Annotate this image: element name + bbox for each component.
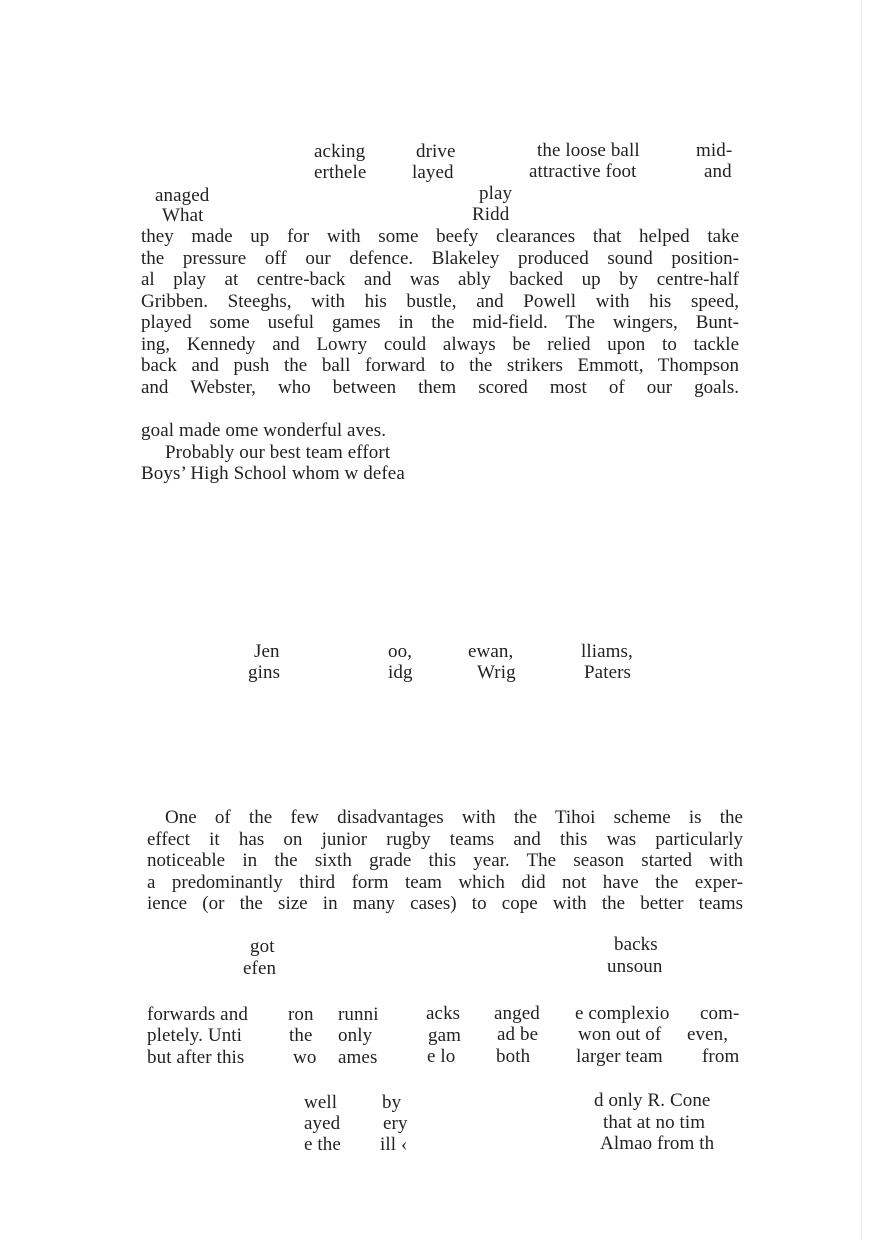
fragment-text: e the [304, 1134, 341, 1155]
paragraph-line: noticeable in the sixth grade this year. The season started with [147, 850, 743, 871]
paragraph-line: played some useful games in the mid-field. The wingers, Bunt- [141, 312, 739, 333]
fragment-text: goal made ome wonderful aves. [141, 420, 387, 441]
page-edge-divider [861, 0, 862, 1240]
table-cell: ad be [497, 1024, 539, 1045]
table-cell: gam [428, 1025, 462, 1046]
paragraph-line: ing, Kennedy and Lowry could always be relied upon to tackle [141, 333, 739, 355]
fragment-text: attractive foot [529, 161, 637, 182]
paragraph-line: the pressure off our defence. Blakeley produced sound position- [141, 247, 739, 269]
fragment-text: d only R. Cone [594, 1090, 711, 1111]
team-name-fragment: oo, [388, 641, 413, 662]
fragment-text: erthele [314, 162, 367, 183]
fragment-text: the loose ball [537, 140, 640, 161]
fragment-text: and [704, 161, 732, 182]
fragment-text: unsoun [607, 956, 663, 977]
body-paragraph [147, 807, 743, 915]
fragment-text: well [304, 1092, 338, 1113]
body-paragraph [141, 226, 739, 398]
table-cell: the [289, 1025, 313, 1046]
fragment-text: by [382, 1092, 402, 1113]
team-name-fragment: gins [248, 662, 281, 683]
table-cell: even, [687, 1024, 729, 1045]
table-cell: larger team [576, 1046, 663, 1067]
table-cell: pletely. Unti [147, 1025, 243, 1046]
team-name-fragment: idg [388, 662, 413, 683]
table-cell: anged [494, 1003, 540, 1024]
table-cell: forwards and [147, 1004, 248, 1025]
fragment-text: anaged [155, 185, 210, 206]
table-cell: from [702, 1046, 740, 1067]
table-cell: ames [338, 1047, 378, 1068]
team-name-fragment: Jen [254, 641, 280, 662]
paragraph-line: effect it has on junior rugby teams and this was particularly [147, 828, 743, 850]
fragment-text: ill ‹ [380, 1134, 408, 1155]
team-name-fragment: ewan, [468, 641, 514, 662]
table-cell: e complexio [575, 1003, 670, 1024]
paragraph-line: al play at centre-back and was ably backed up by centre-half [141, 269, 739, 290]
table-cell: won out of [578, 1024, 662, 1045]
table-cell: acks [426, 1003, 461, 1024]
table-cell: both [496, 1046, 531, 1067]
fragment-text: acking [314, 141, 366, 162]
fragment-text: Probably our best team effort [165, 442, 391, 463]
fragment-text: efen [243, 958, 277, 979]
fragment-text: Boys’ High School whom w defea [141, 463, 405, 484]
fragment-text: mid- [696, 140, 733, 161]
table-cell: but after this [147, 1047, 245, 1068]
fragment-text: ayed [304, 1113, 341, 1134]
table-cell: e lo [427, 1046, 456, 1067]
fragment-text: ery [383, 1113, 408, 1134]
paragraph-line: and Webster, who between them scored most of our goals. [141, 376, 739, 398]
fragment-text: layed [412, 162, 454, 183]
table-cell: runni [338, 1004, 379, 1025]
fragment-text: Ridd [472, 204, 510, 225]
paragraph-line: One of the few disadvantages with the Tihoi scheme is the [165, 807, 743, 828]
team-name-fragment: Paters [584, 662, 632, 683]
table-cell: wo [293, 1047, 317, 1068]
team-name-fragment: Wrig [477, 662, 516, 683]
paragraph-line: Gribben. Steeghs, with his bustle, and Powell with his speed, [141, 290, 739, 312]
paragraph-line: ience (or the size in many cases) to cope with the better teams [147, 893, 743, 914]
team-name-fragment: lliams, [581, 641, 633, 662]
table-cell: only [338, 1025, 373, 1046]
fragment-text: that at no tim [603, 1112, 706, 1133]
fragment-text: What [162, 205, 204, 226]
table-cell: com- [700, 1003, 740, 1024]
paragraph-line: back and push the ball forward to the strikers Emmott, Thompson [141, 355, 739, 376]
fragment-text: got [250, 936, 275, 957]
fragment-text: Almao from th [600, 1133, 715, 1154]
paragraph-line: they made up for with some beefy clearances that helped take [141, 226, 739, 247]
fragment-text: drive [416, 141, 456, 162]
fragment-text: backs [614, 934, 658, 955]
fragment-text: play [479, 183, 513, 204]
table-cell: ron [288, 1004, 314, 1025]
paragraph-line: a predominantly third form team which did not have the exper- [147, 871, 743, 893]
